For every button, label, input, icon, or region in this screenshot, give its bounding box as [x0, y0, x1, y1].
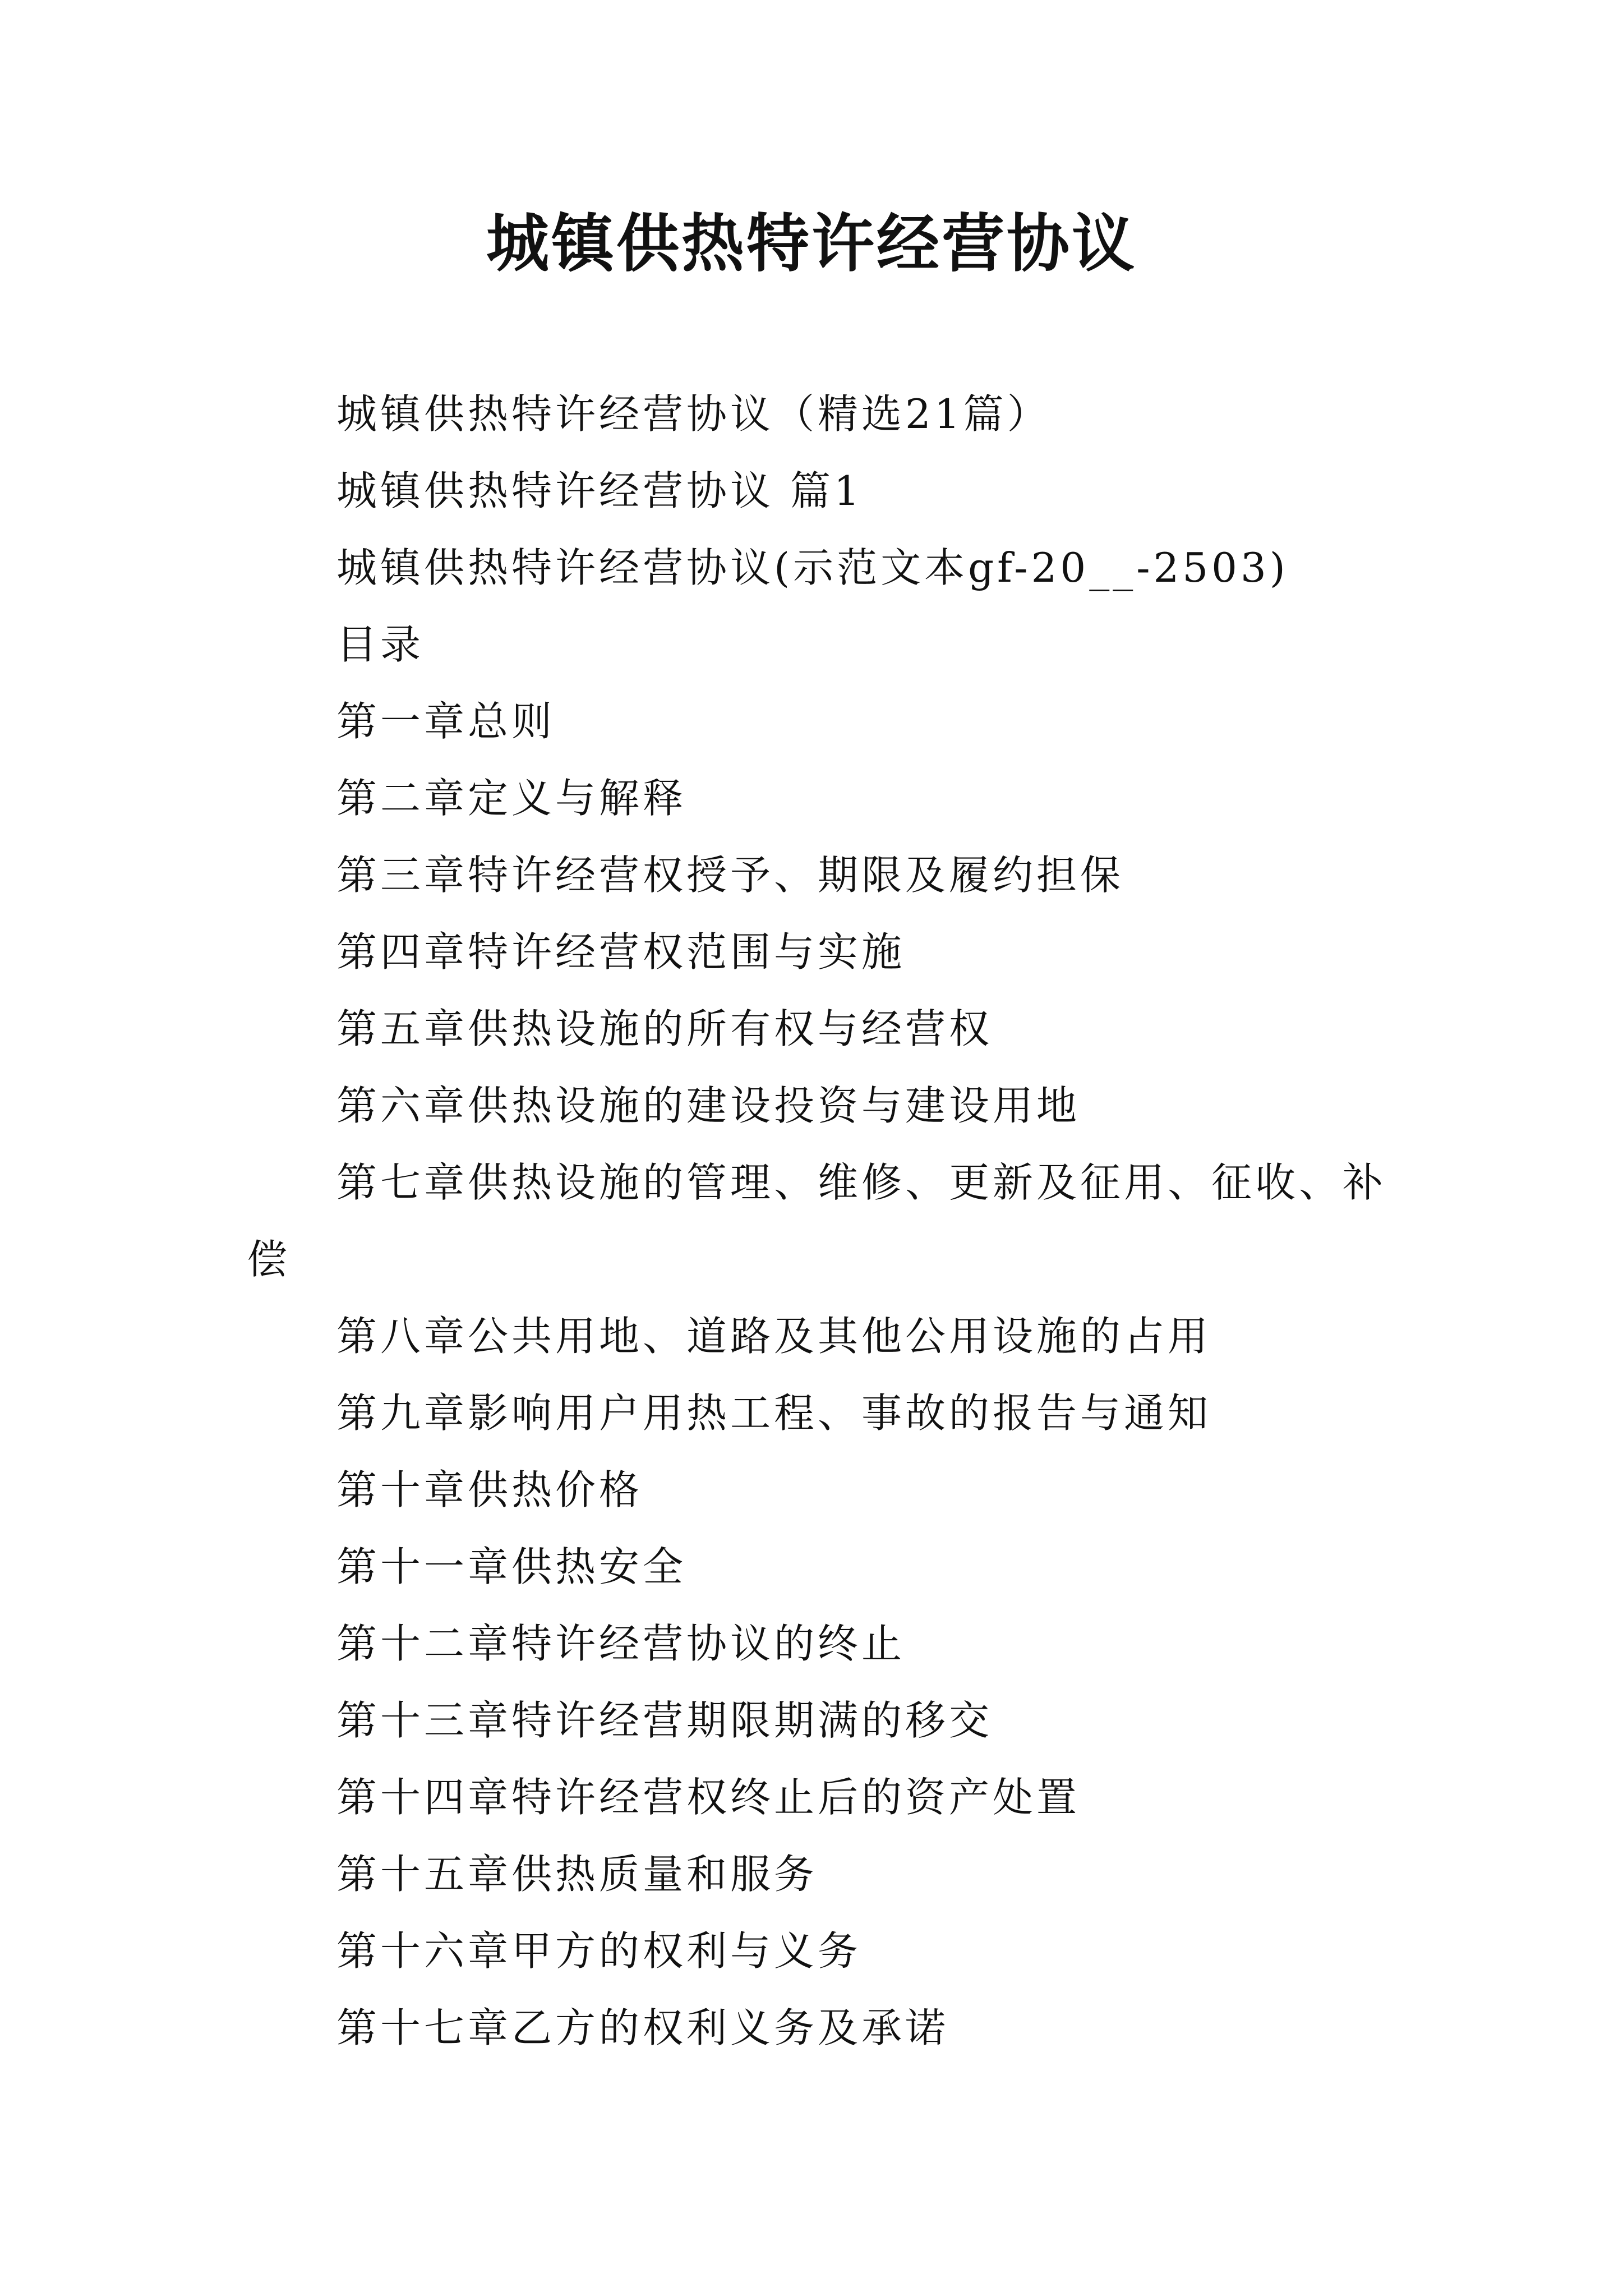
paragraph: 城镇供热特许经营协议 篇1	[336, 467, 863, 514]
toc-item: 第十一章供热安全	[336, 1543, 687, 1590]
toc-item: 第六章供热设施的建设投资与建设用地	[336, 1082, 1081, 1129]
paragraph: 城镇供热特许经营协议(示范文本gf-20__-2503)	[336, 544, 1289, 591]
toc-item: 第一章总则	[336, 698, 556, 745]
toc-item: 第十四章特许经营权终止后的资产处置	[336, 1774, 1081, 1821]
toc-item: 第十六章甲方的权利与义务	[336, 1927, 862, 1975]
toc-item: 第九章影响用户用热工程、事故的报告与通知	[336, 1389, 1212, 1437]
toc-heading: 目录	[336, 621, 425, 668]
document-body	[247, 376, 1396, 2067]
toc-item: 第十二章特许经营协议的终止	[336, 1620, 906, 1667]
toc-item: 第四章特许经营权范围与实施	[336, 928, 906, 976]
toc-item: 第十七章乙方的权利义务及承诺	[336, 2004, 949, 2051]
toc-item: 第八章公共用地、道路及其他公用设施的占用	[336, 1313, 1212, 1360]
toc-item: 第十五章供热质量和服务	[336, 1851, 818, 1898]
toc-item: 第二章定义与解释	[336, 775, 687, 822]
toc-item: 第三章特许经营权授予、期限及履约担保	[336, 852, 1124, 899]
toc-item: 第十三章特许经营期限期满的移交	[336, 1697, 993, 1744]
toc-item: 第七章供热设施的管理、维修、更新及征用、征收、补偿	[247, 1159, 1387, 1283]
paragraph: 城镇供热特许经营协议（精选21篇）	[336, 390, 1051, 438]
toc-item: 第五章供热设施的所有权与经营权	[336, 1005, 993, 1052]
document-title: 城镇供热特许经营协议	[486, 207, 1137, 280]
toc-item: 第十章供热价格	[336, 1466, 643, 1513]
